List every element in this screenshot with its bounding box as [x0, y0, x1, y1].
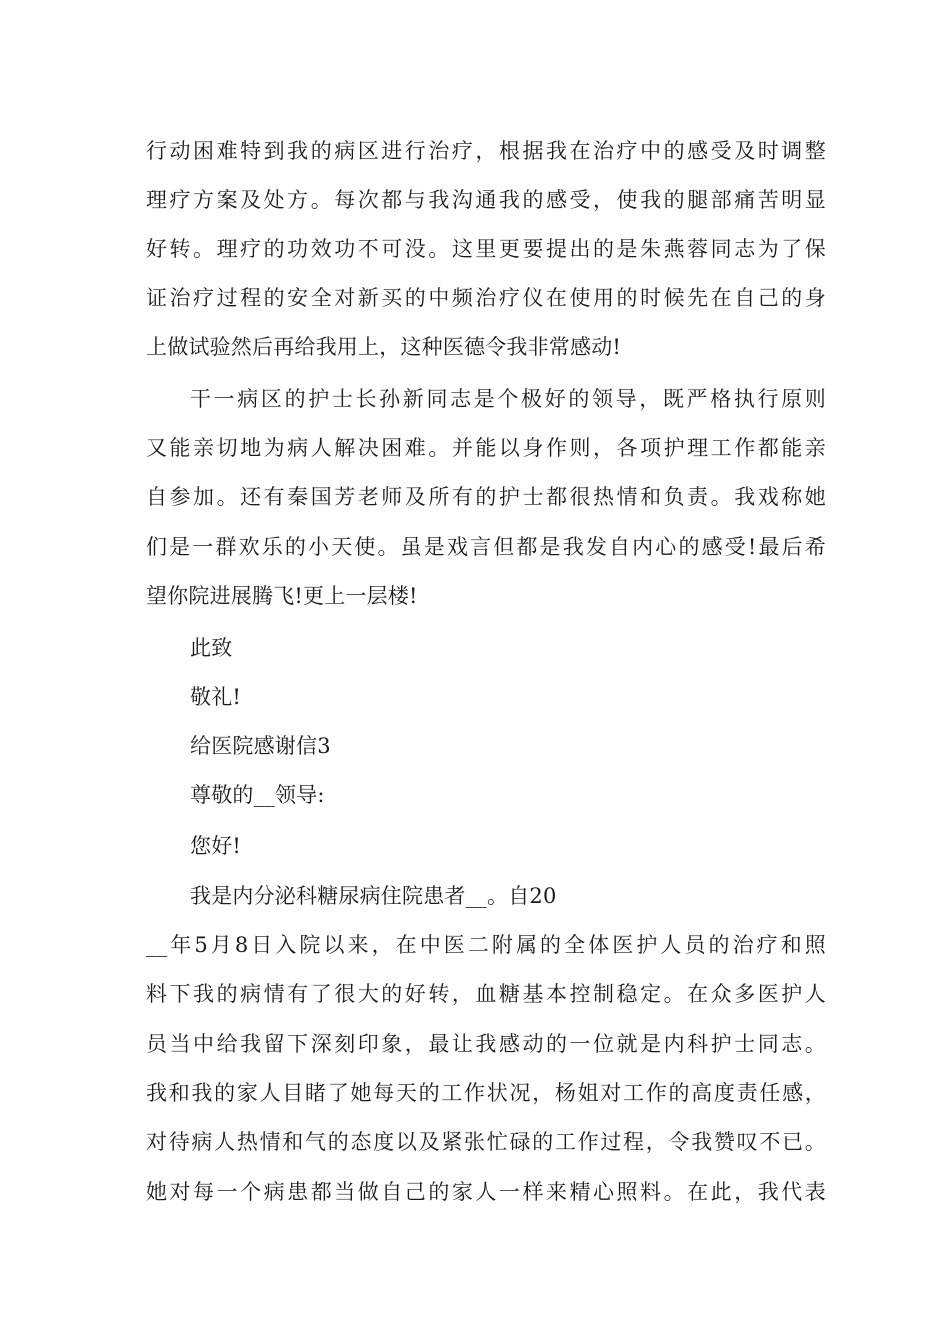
paragraph-1-line-5: 上做试验然后再给我用上，这种医德令我非常感动! [146, 335, 622, 359]
greeting: 您好! [190, 834, 242, 858]
closing-ci-zhi: 此致 [190, 636, 233, 660]
paragraph-3-line-3: 料下我的病情有了很大的好转，血糖基本控制稳定。在众多医护人 [146, 982, 826, 1006]
paragraph-2-line-5: 望你院进展腾飞!更上一层楼! [146, 584, 418, 608]
paragraph-3-line-7: 她对每一个病患都当做自己的家人一样来精心照料。在此，我代表 [146, 1180, 826, 1204]
closing-jing-li: 敬礼! [190, 685, 242, 709]
paragraph-2-line-1: 干一病区的护士长孙新同志是个极好的领导，既严格执行原则 [190, 387, 826, 411]
paragraph-2-line-4: 们是一群欢乐的小天使。虽是戏言但都是我发自内心的感受!最后希 [146, 535, 826, 559]
salutation: 尊敬的__领导: [190, 783, 325, 807]
paragraph-3-line-2: __年5月8日入院以来，在中医二附属的全体医护人员的治疗和照 [146, 933, 826, 957]
paragraph-1-line-4: 证治疗过程的安全对新买的中频治疗仪在使用的时候先在自己的身 [146, 286, 826, 310]
paragraph-2-line-3: 自参加。还有秦国芳老师及所有的护士都很热情和负责。我戏称她 [146, 485, 826, 509]
paragraph-1-line-1: 行动困难特到我的病区进行治疗，根据我在治疗中的感受及时调整 [146, 139, 826, 163]
paragraph-1-line-3: 好转。理疗的功效功不可没。这里更要提出的是朱燕蓉同志为了保 [146, 237, 826, 261]
paragraph-3-line-6: 对待病人热情和气的态度以及紧张忙碌的工作过程，令我赞叹不已。 [146, 1130, 826, 1154]
letter-title: 给医院感谢信3 [190, 734, 331, 758]
paragraph-2-line-2: 又能亲切地为病人解决困难。并能以身作则，各项护理工作都能亲 [146, 436, 826, 460]
paragraph-3-line-4: 员当中给我留下深刻印象，最让我感动的一位就是内科护士同志。 [146, 1032, 826, 1056]
paragraph-3-line-1: 我是内分泌科糖尿病住院患者__。自20 [190, 884, 557, 908]
paragraph-1-line-2: 理疗方案及处方。每次都与我沟通我的感受，使我的腿部痛苦明显 [146, 188, 826, 212]
paragraph-3-line-5: 我和我的家人目睹了她每天的工作状况，杨姐对工作的高度责任感， [146, 1081, 826, 1105]
